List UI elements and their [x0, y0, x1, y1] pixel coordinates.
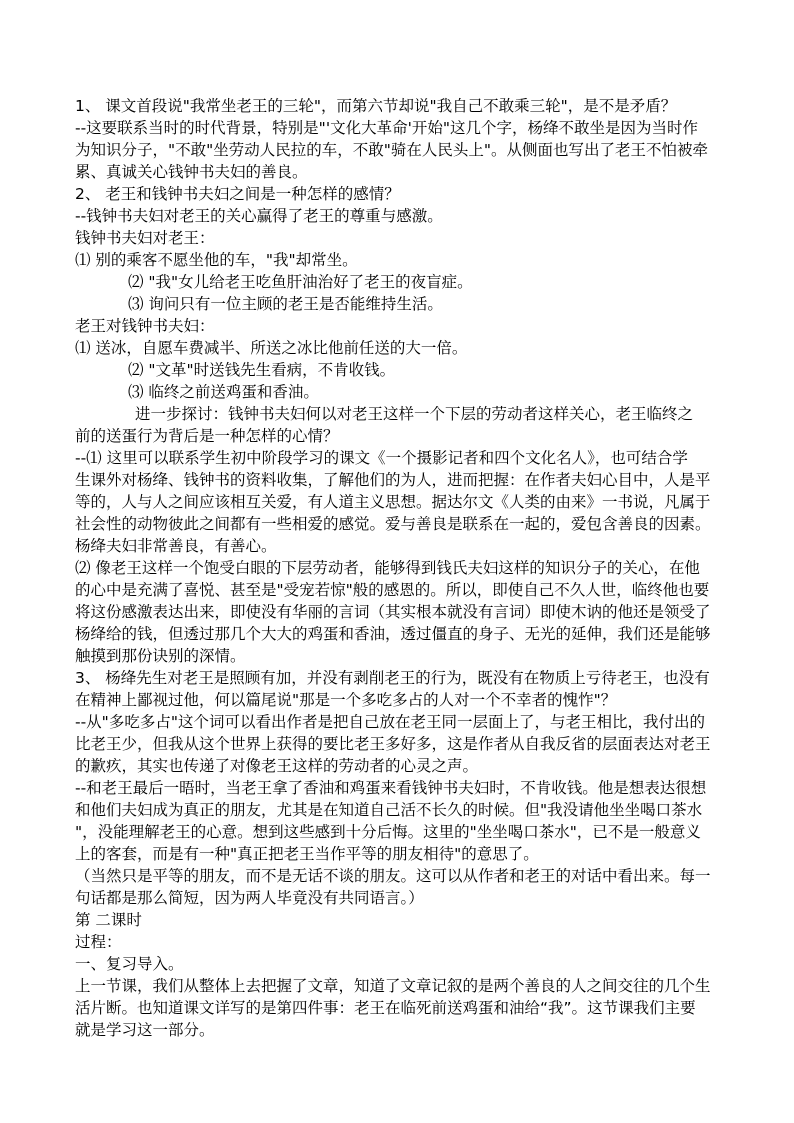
- section-heading: 钱钟书夫妇对老王：: [75, 229, 215, 247]
- answer-text: 社会性的动物彼此之间都有一些相爱的感觉。爱与善良是联系在一起的，爱包含善良的因素。: [75, 515, 711, 533]
- answer-text: "，没能理解老王的心意。想到这些感到十分后悔。这里的"坐坐喝口茶水"，已不是一般意义: [75, 823, 701, 841]
- note-text: 句话都是那么简短，因为两人毕竟没有共同语言。）: [75, 889, 424, 907]
- answer-text: 杨绛给的钱，但透过那几个大大的鸡蛋和香油，透过僵直的身子、无光的延伸，我们还是能够: [75, 625, 711, 643]
- note-text: （当然只是平等的朋友，而不是无话不谈的朋友。这可以从作者和老王的对话中看出来。每一: [75, 867, 711, 885]
- step-heading: 一、复习导入。: [75, 955, 184, 973]
- question-3: 在精神上鄙视过他，何以篇尾说"那是一个多吃多占的人对一个不幸者的愧怍"？: [75, 691, 617, 709]
- document-body: [75, 95, 725, 1041]
- list-item: ⑵ "我"女儿给老王吃鱼肝油治好了老王的夜盲症。: [128, 273, 473, 291]
- list-item: ⑵ "文革"时送钱先生看病，不肯收钱。: [128, 361, 396, 379]
- answer-text: 触摸到那份诀别的深情。: [75, 647, 246, 665]
- section-heading: 老王对钱钟书夫妇：: [75, 317, 215, 335]
- answer-text: 的心中是充满了喜悦、甚至是"受宠若惊"般的感恩的。所以，即使自己不久人世，临终他也要: [75, 581, 710, 599]
- body-text: 上一节课，我们从整体上去把握了文章，知道了文章记叙的是两个善良的人之间交往的几个生: [75, 977, 711, 995]
- body-text: 就是学习这一部分。: [75, 1021, 215, 1039]
- answer-text: 的歉疚，其实也传递了对像老王这样的劳动者的心灵之声。: [75, 757, 479, 775]
- answer-text: 上的客套，而是有一种"真正把老王当作平等的朋友相待"的意思了。: [75, 845, 539, 863]
- answer-text: ⑵ 像老王这样一个饱受白眼的下层劳动者，能够得到钱氏夫妇这样的知识分子的关心，在他: [75, 559, 700, 577]
- answer-text: --钱钟书夫妇对老王的关心赢得了老王的尊重与感激。: [75, 207, 443, 225]
- answer-text: 杨绛夫妇非常善良，有善心。: [75, 537, 277, 555]
- answer-text: 累、真诚关心钱钟书夫妇的善良。: [75, 163, 308, 181]
- answer-text: --这要联系当时的时代背景，特别是"'文化大革命'开始"这几个字，杨绛不敢坐是因为当时作: [75, 119, 698, 137]
- question-2: 2、 老王和钱钟书夫妇之间是一种怎样的感情？: [75, 185, 400, 203]
- answer-text: --从"多吃多占"这个词可以看出作者是把自己放在老王同一层面上了，与老王相比，我付出的: [75, 713, 705, 731]
- body-text: 活片断。也知道课文详写的是第四件事：老王在临死前送鸡蛋和油给“我”。这节课我们主要: [75, 999, 696, 1017]
- answer-text: 等的，人与人之间应该相互关爱，有人道主义思想。据达尔文《人类的由来》一书说，凡属于: [75, 493, 711, 511]
- answer-text: 将这份感激表达出来，即使没有华丽的言词（其实根本就没有言词）即使木讷的他还是领受了: [75, 603, 711, 621]
- question-3: 3、 杨绛先生对老王是照顾有加，并没有剥削老王的行为，既没有在物质上亏待老王，也没有: [75, 669, 710, 687]
- list-item: ⑴ 别的乘客不愿坐他的车，"我"却常坐。: [75, 251, 358, 269]
- answer-text: 生课外对杨绛、钱钟书的资料收集，了解他们的为人，进而把握：在作者夫妇心目中，人是平: [75, 471, 711, 489]
- lesson-heading: 第 二课时: [75, 911, 142, 929]
- answer-text: --和老王最后一晤时，当老王拿了香油和鸡蛋来看钱钟书夫妇时，不肯收钱。他是想表达很想: [75, 779, 707, 797]
- discussion-prompt: 进一步探讨：钱钟书夫妇何以对老王这样一个下层的劳动者这样关心，老王临终之: [135, 405, 694, 423]
- question-1: 1、 课文首段说"我常坐老王的三轮"，而第六节却说"我自己不敢乘三轮"，是不是矛盾？: [75, 97, 677, 115]
- answer-text: 为知识分子，"不敢"坐劳动人民拉的车，不敢"骑在人民头上"。从侧面也写出了老王不怕被牵: [75, 141, 709, 159]
- process-heading: 过程：: [75, 933, 122, 951]
- list-item: ⑴ 送冰，自愿车费减半、所送之冰比他前任送的大一倍。: [75, 339, 468, 357]
- answer-text: 和他们夫妇成为真正的朋友，尤其是在知道自己活不长久的时候。但"我没请他坐坐喝口茶水: [75, 801, 703, 819]
- list-item: ⑶ 询问只有一位主顾的老王是否能维持生活。: [128, 295, 443, 313]
- list-item: ⑶ 临终之前送鸡蛋和香油。: [128, 383, 319, 401]
- answer-text: 比老王少，但我从这个世界上获得的要比老王多好多，这是作者从自我反省的层面表达对老王: [75, 735, 711, 753]
- discussion-prompt: 前的送蛋行为背后是一种怎样的心情？: [75, 427, 339, 445]
- answer-text: --⑴ 这里可以联系学生初中阶段学习的课文《一个摄影记者和四个文化名人》，也可结合学: [75, 449, 688, 467]
